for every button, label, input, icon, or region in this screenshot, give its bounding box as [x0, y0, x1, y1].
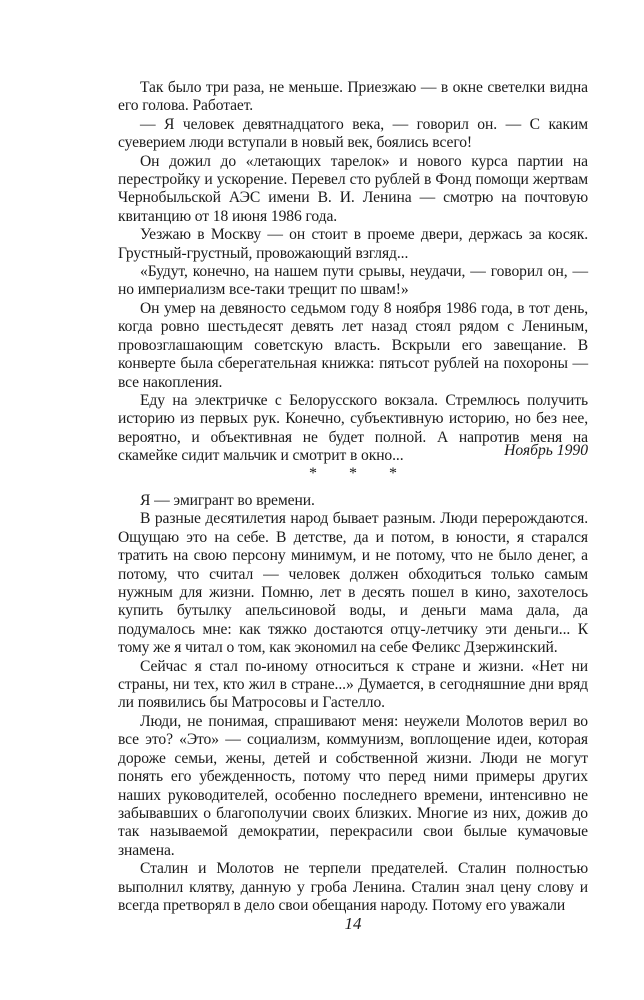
paragraph: Так было три раза, не меньше. Приезжаю — в окне светелки видна его голова. Работает. [118, 79, 588, 115]
top-text-section [118, 79, 588, 466]
paragraph: Он дожил до «летающих тарелок» и нового курса партии на перестройку и ускорение. Перевел сто рублей в Фонд помощи жертвам Чернобыльской АЭС имени В. И. Ленина — смотрю на почтовую квитанцию от 18 июня 1986 года. [118, 152, 588, 225]
section-separator: * * * [309, 465, 411, 482]
dateline: Ноябрь 1990 [504, 442, 588, 459]
paragraph: Сейчас я стал по-иному относиться к стране и жизни. «Нет ни страны, ни тех, кто жил в стране...» Думается, в сегодняшние дни вряд ли появились бы Матросовы и Гастелло. [118, 657, 588, 712]
paragraph: В разные десятилетия народ бывает разным. Люди перерождаются. Ощущаю это на себе. В детстве, да и потом, в юности, я старался тратить на свою персону минимум, и не потому, что не было денег, а потому, что считал — человек должен обходиться только самым нужным для жизни. Помню, лет в десять пошел в кино, захотелось купить бутылку апельсиновой воды, и деньги мама дала, да подумалось мне: как тяжко достаются отцу-летчику эти деньги... К тому же я читал о том, как экономил на себе Феликс Дзержинский. [118, 510, 588, 657]
page-number: 14 [344, 914, 362, 933]
paragraph: Я — эмигрант во времени. [140, 492, 315, 509]
paragraph: Люди, не понимая, спрашивают меня: неужели Молотов верил во все это? «Это» — социализм, коммунизм, воплощение идеи, которая дороже семьи, жены, детей и собственной жизни. Люди не могут понять его убежденность, потому что перед ними примеры других наших руководителей, особенно последнего времени, интенсивно не забывавших о благополучии своих близких. Многие из них, дожив до так называемой демократии, перекрасили свои былые кумачовые знамена. [118, 712, 588, 859]
paragraph: Еду на электричке с Белорусского вокзала. Стремлюсь получить историю из первых рук. Конечно, субъективную историю, но без нее, вероятно, и объективная не будет полной. А напротив меня на скамейке сидит мальчик и смотрит в окно... [118, 391, 588, 465]
paragraph: «Будут, конечно, на нашем пути срывы, неудачи, — говорил он, — но империализм все-таки трещит по швам!» [118, 263, 588, 299]
bottom-text-section [118, 492, 588, 915]
paragraph: Сталин и Молотов не терпели предателей. Сталин полностью выполнил клятву, данную у гроба Ленина. Сталин знал цену слову и всегда претворял в дело свои обещания народу. Потому его уважали [118, 860, 588, 914]
paragraph: — Я человек девятнадцатого века, — говорил он. — С каким суеверием люди вступали в новый век, боялись всего! [118, 115, 588, 152]
paragraph: Он умер на девяносто седьмом году 8 ноября 1986 года, в тот день, когда ровно шестьдесят девять лет назад стоял рядом с Лениным, провозглашающим советскую власть. Вскрыли его завещание. В конверте была сберегательная книжка: пятьсот рублей на похороны — все накопления. [118, 299, 588, 391]
paragraph: Уезжаю в Москву — он стоит в проеме двери, держась за косяк. Грустный-грустный, провожающий взгляд... [118, 226, 588, 262]
